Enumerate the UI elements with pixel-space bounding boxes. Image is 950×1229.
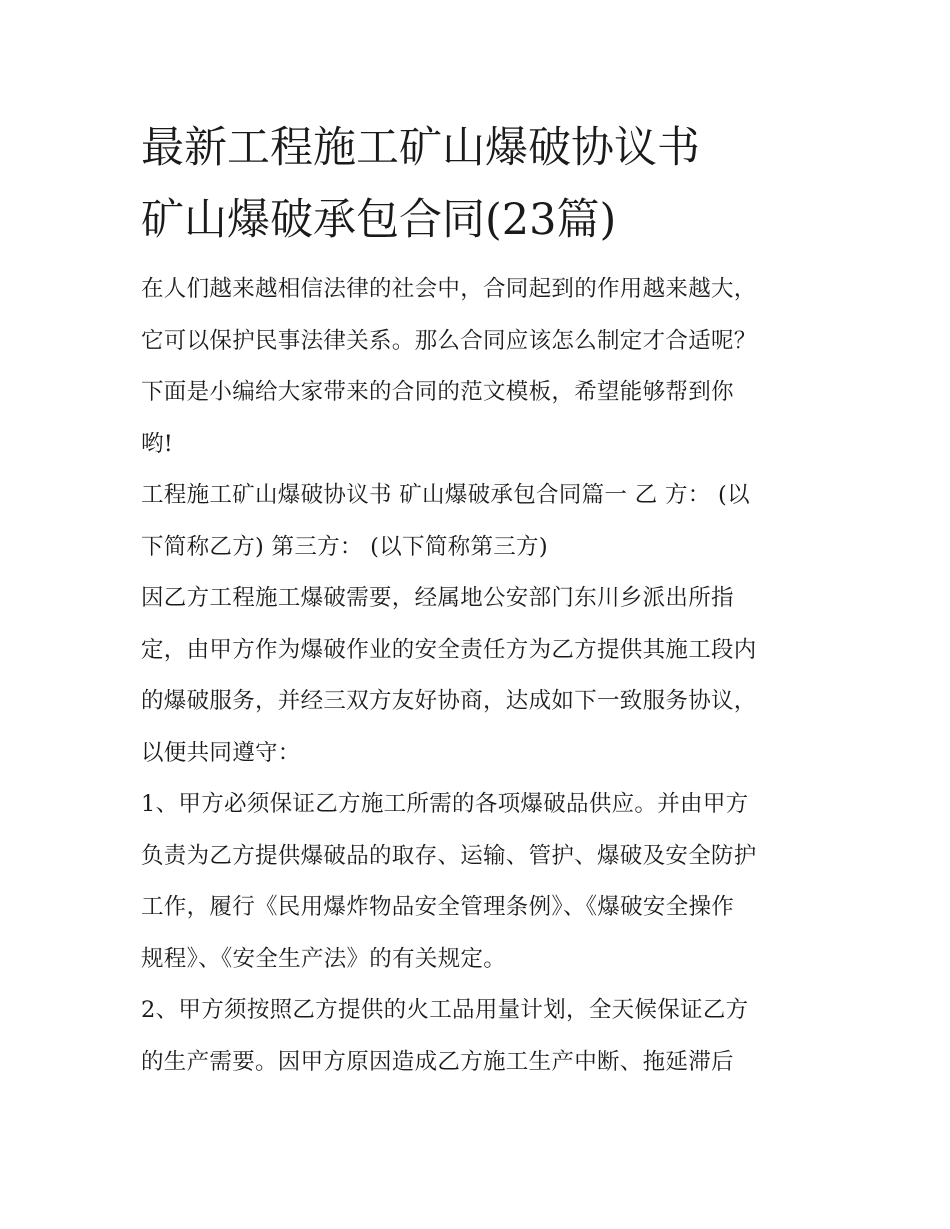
text-line: 下简称乙方) 第三方： (以下简称第三方) [141,533,548,560]
text-line: 1、甲方必须保证乙方施工所需的各项爆破品供应。并由甲方 [141,791,749,817]
text-line: 它可以保护民事法律关系。那么合同应该怎么制定才合适呢？ [141,327,757,354]
text-line: 工程施工矿山爆破协议书 矿山爆破承包合同篇一 乙 方： (以 [141,482,750,508]
title-line: 矿山爆破承包合同(23篇) [141,195,617,245]
text-line: 规程》、《安全生产法》的有关规定。 [141,945,507,972]
clause-2-paragraph [141,985,821,1088]
clause-1-paragraph [141,779,821,985]
text-line: 定，由甲方作为爆破作业的安全责任方为乙方提供其施工段内 [141,636,757,663]
document-page [141,112,821,1088]
text-line: 负责为乙方提供爆破品的取存、运输、管护、爆破及安全防护 [141,842,757,869]
title-line: 最新工程施工矿山爆破协议书 [141,123,700,173]
document-title [141,112,821,256]
text-line: 2、甲方须按照乙方提供的火工品用量计划，全天候保证乙方 [141,997,749,1023]
text-line: 的爆破服务，并经三双方友好协商，达成如下一致服务协议， [141,688,757,714]
intro-paragraph [141,264,821,470]
text-line: 以便共同遵守： [141,739,301,766]
purpose-paragraph [141,573,821,779]
text-line: 在人们越来越相信法律的社会中，合同起到的作用越来越大， [141,276,757,302]
text-line: 下面是小编给大家带来的合同的范文模板，希望能够帮到你 [141,379,734,405]
text-line: 工作，履行《民用爆炸物品安全管理条例》、《爆破安全操作 [141,894,735,920]
text-line: 的生产需要。因甲方原因造成乙方施工生产中断、拖延滞后 [141,1048,734,1075]
text-line: 哟! [141,430,174,457]
text-line: 因乙方工程施工爆破需要，经属地公安部门东川乡派出所指 [141,585,734,611]
parties-paragraph [141,470,821,573]
